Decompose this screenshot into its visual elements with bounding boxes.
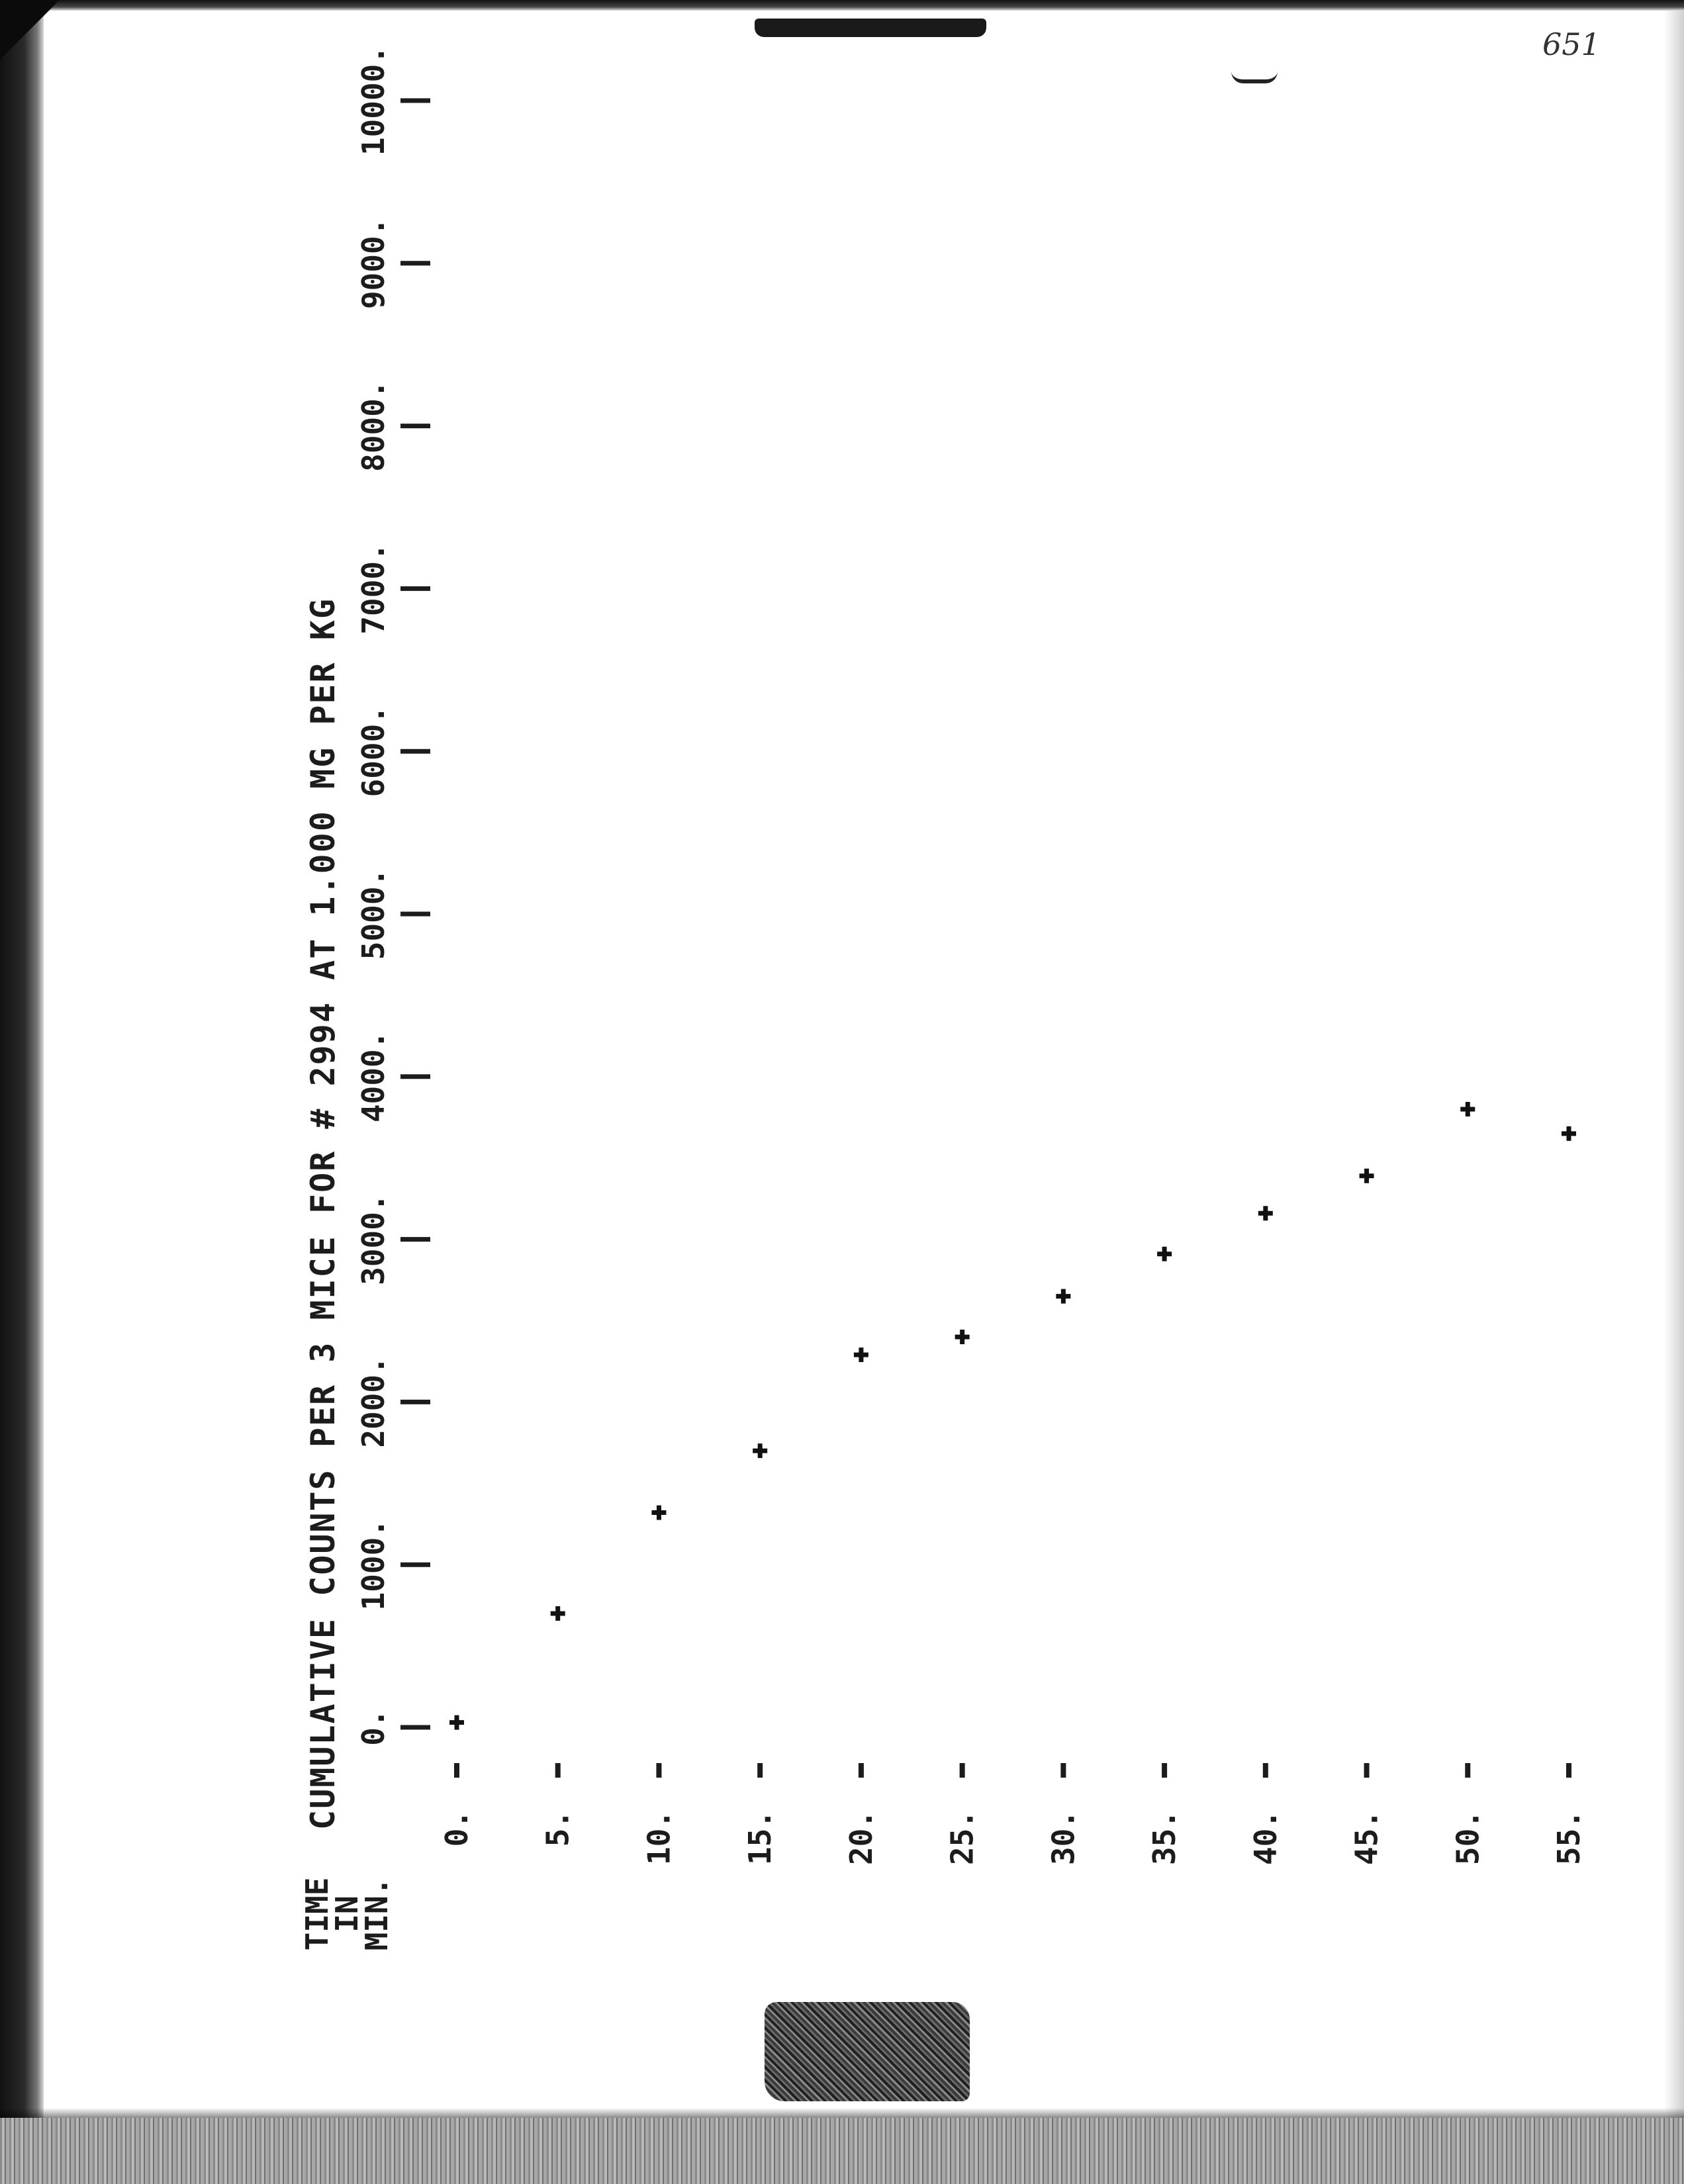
y-tick-label: 6000. <box>355 705 391 797</box>
x-axis-label-line-2: IN <box>329 1895 365 1933</box>
data-point <box>1360 1169 1374 1183</box>
y-tick-label: 1000. <box>355 1518 391 1611</box>
y-axis-ticks <box>355 46 430 1746</box>
data-point <box>1056 1289 1070 1304</box>
x-axis-label <box>299 1878 395 1951</box>
x-tick-label: 55. <box>1551 1810 1587 1866</box>
y-tick-label: 9000. <box>355 217 391 310</box>
page-number-note: 651 <box>1542 26 1601 62</box>
y-tick-label: 10000. <box>355 45 391 156</box>
x-tick-label: 20. <box>843 1810 879 1866</box>
data-point <box>854 1347 868 1362</box>
data-point <box>551 1606 565 1621</box>
x-tick-label: 45. <box>1348 1810 1385 1866</box>
y-tick-label: 5000. <box>355 868 391 960</box>
data-point <box>449 1715 464 1730</box>
data-point <box>955 1330 970 1344</box>
data-point <box>1157 1247 1172 1261</box>
y-tick-label: 0. <box>355 1709 391 1746</box>
x-axis-ticks <box>439 1763 1587 1865</box>
x-tick-label: 35. <box>1146 1810 1183 1866</box>
data-point <box>1562 1126 1576 1141</box>
x-tick-label: 0. <box>439 1810 475 1847</box>
data-point <box>1258 1206 1273 1220</box>
data-point <box>651 1506 666 1520</box>
x-tick-label: 30. <box>1045 1810 1082 1866</box>
x-tick-label: 40. <box>1247 1810 1284 1866</box>
y-tick-label: 3000. <box>355 1193 391 1285</box>
data-point <box>753 1443 767 1458</box>
data-point <box>1460 1102 1475 1116</box>
y-tick-label: 4000. <box>355 1030 391 1123</box>
x-tick-label: 5. <box>539 1810 576 1847</box>
x-axis-label-line-1: TIME <box>299 1877 335 1951</box>
y-tick-label: 8000. <box>355 380 391 472</box>
y-tick-label: 7000. <box>355 543 391 635</box>
x-tick-label: 15. <box>742 1810 778 1866</box>
data-points <box>449 1102 1576 1730</box>
x-tick-label: 25. <box>944 1810 980 1866</box>
x-axis-label-line-3: MIN. <box>359 1877 395 1951</box>
x-tick-label: 10. <box>641 1810 677 1866</box>
x-tick-label: 50. <box>1450 1810 1486 1866</box>
chart-title: CUMULATIVE COUNTS PER 3 MICE FOR # 2994 AT 1.000 MG PER KG <box>304 598 342 1830</box>
y-tick-label: 2000. <box>355 1356 391 1448</box>
